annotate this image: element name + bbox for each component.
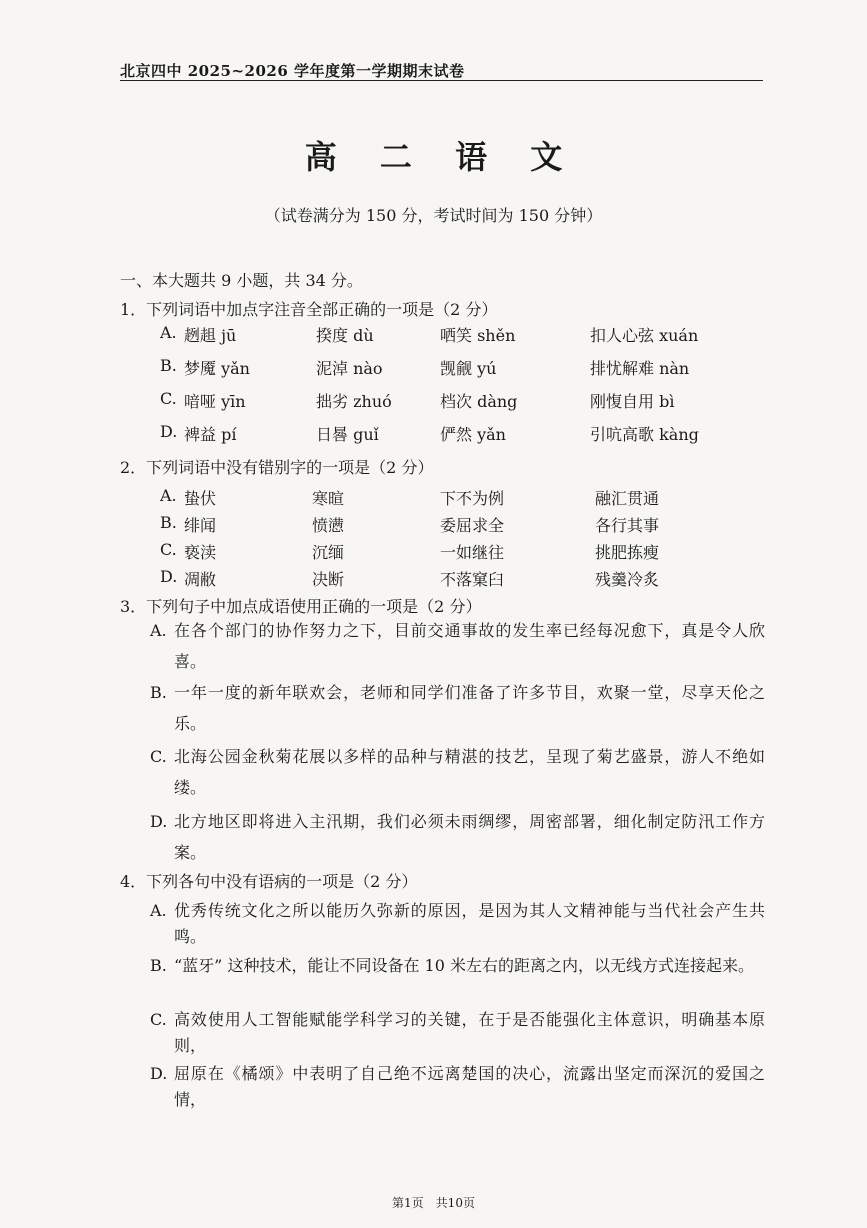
option-label: B.	[160, 513, 177, 532]
question-4-option-a	[150, 898, 765, 950]
option-text: 北方地区即将进入主汛期，我们必须未雨绸缪，周密部署，细化制定防汛工作方案。	[174, 812, 765, 862]
option-item: 哂笑 shěn	[440, 326, 516, 345]
option-item: 蛰伏	[184, 489, 217, 508]
option-item: 拙劣 zhuó	[316, 392, 392, 411]
option-item: 日晷 guǐ	[316, 425, 379, 444]
option-item: 喑哑 yīn	[184, 392, 246, 411]
option-item: 残羹冷炙	[595, 570, 660, 589]
option-label: A.	[160, 323, 177, 342]
option-item: 下不为例	[440, 489, 505, 508]
question-4-option-c	[150, 1007, 765, 1059]
option-item: 亵渎	[184, 543, 217, 562]
option-label: A.	[150, 621, 167, 640]
option-item: 泥淖 nào	[316, 359, 383, 378]
question-3-option-b	[150, 677, 765, 739]
option-label: B.	[150, 683, 167, 702]
option-item: 各行其事	[595, 516, 660, 535]
option-item: 不落窠臼	[440, 570, 505, 589]
option-item: 决断	[312, 570, 345, 589]
option-item: 觊觎 yú	[440, 359, 497, 378]
option-text: 高效使用人工智能赋能学科学习的关键，在于是否能强化主体意识，明确基本原则，	[174, 1010, 765, 1055]
option-item: 凋敝	[184, 570, 217, 589]
question-3-option-a	[150, 615, 765, 677]
option-label: D.	[150, 1064, 168, 1083]
question-3-option-d	[150, 806, 765, 868]
option-item: 俨然 yǎn	[440, 425, 506, 444]
option-item: 揆度 dù	[316, 326, 374, 345]
option-item: 愤懑	[312, 516, 345, 535]
question-4-option-b	[150, 953, 765, 979]
section-heading: 一、本大题共 9 小题，共 34 分。	[120, 271, 363, 290]
option-item: 一如继往	[440, 543, 505, 562]
option-label: C.	[150, 1010, 167, 1029]
question-2-stem: 2．下列词语中没有错别字的一项是（2 分）	[120, 458, 434, 477]
option-label: B.	[160, 356, 177, 375]
option-item: 档次 dàng	[440, 392, 518, 411]
option-item: 扣人心弦 xuán	[590, 326, 699, 345]
option-text: 在各个部门的协作努力之下，目前交通事故的发生率已经每况愈下，真是令人欣喜。	[174, 621, 765, 671]
page-number: 第1页 共10页	[392, 1196, 475, 1210]
option-label: D.	[160, 567, 178, 586]
option-item: 趔趄 jū	[184, 326, 237, 345]
page-title: 高 二 语 文	[304, 138, 579, 176]
exam-header: 北京四中 2025~2026 学年度第一学期期末试卷	[120, 62, 465, 80]
option-label: C.	[160, 389, 177, 408]
option-item: 刚愎自用 bì	[590, 392, 675, 411]
option-item: 沉缅	[312, 543, 345, 562]
option-item: 梦魇 yǎn	[184, 359, 250, 378]
option-label: D.	[150, 812, 168, 831]
option-item: 挑肥拣瘦	[595, 543, 660, 562]
option-label: A.	[160, 486, 177, 505]
header-divider	[120, 80, 763, 81]
option-text: 北海公园金秋菊花展以多样的品种与精湛的技艺，呈现了菊艺盛景，游人不绝如缕。	[174, 747, 765, 797]
question-4-option-d	[150, 1061, 765, 1113]
option-label: D.	[160, 422, 178, 441]
exam-subtitle: （试卷满分为 150 分，考试时间为 150 分钟）	[264, 206, 603, 225]
question-4-stem: 4．下列各句中没有语病的一项是（2 分）	[120, 872, 418, 891]
option-label: C.	[150, 747, 167, 766]
question-3-stem: 3．下列句子中加点成语使用正确的一项是（2 分）	[120, 597, 482, 616]
option-item: 绯闻	[184, 516, 217, 535]
question-3-option-c	[150, 741, 765, 803]
option-item: 寒暄	[312, 489, 345, 508]
question-1-stem: 1．下列词语中加点字注音全部正确的一项是（2 分）	[120, 300, 498, 319]
option-text: 屈原在《橘颂》中表明了自己绝不远离楚国的决心，流露出坚定而深沉的爱国之情，	[174, 1064, 765, 1109]
option-label: A.	[150, 901, 167, 920]
option-label: C.	[160, 540, 177, 559]
option-text: 一年一度的新年联欢会，老师和同学们准备了许多节目，欢聚一堂，尽享天伦之乐。	[174, 683, 765, 733]
option-item: 排忧解难 nàn	[590, 359, 690, 378]
option-text: “蓝牙” 这种技术，能让不同设备在 10 米左右的距离之内，以无线方式连接起来。	[174, 956, 754, 975]
option-label: B.	[150, 956, 167, 975]
option-item: 委屈求全	[440, 516, 505, 535]
option-item: 引吭高歌 kàng	[590, 425, 699, 444]
option-item: 融汇贯通	[595, 489, 660, 508]
option-item: 裨益 pí	[184, 425, 237, 444]
option-text: 优秀传统文化之所以能历久弥新的原因，是因为其人文精神能与当代社会产生共鸣。	[174, 901, 765, 946]
